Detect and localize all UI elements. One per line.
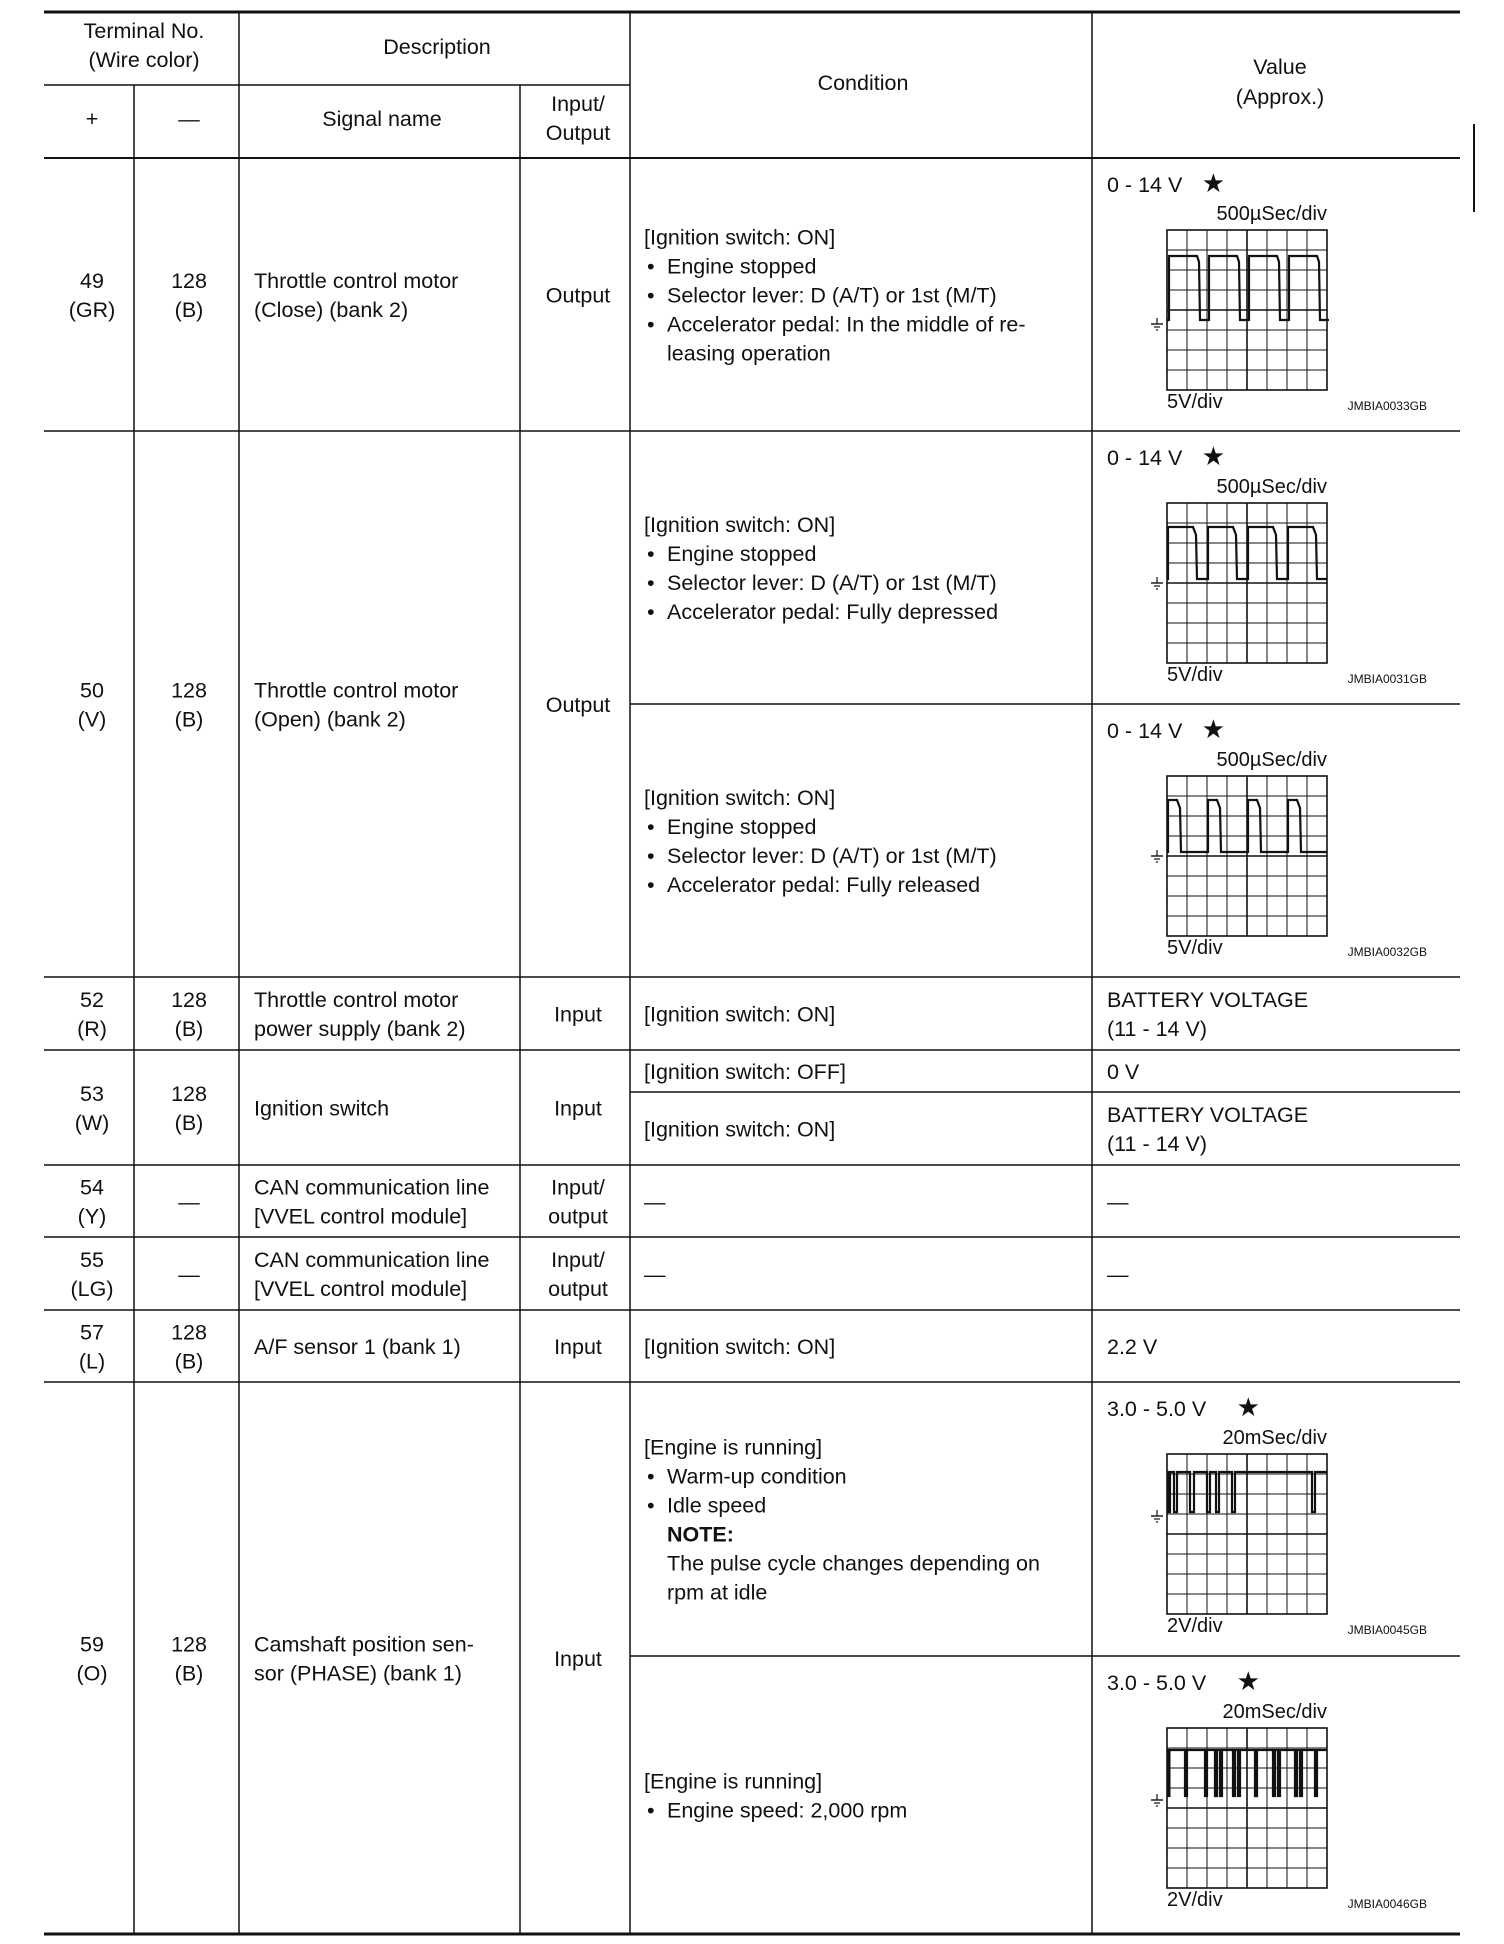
input-output: Input [554, 1096, 602, 1121]
table-row [76, 1633, 601, 1686]
condition-cell [644, 1436, 1040, 1605]
terminal-minus: (B) [174, 707, 204, 732]
header-value: Value [1253, 55, 1307, 79]
condition-line: Accelerator pedal: In the middle of re- [667, 312, 1026, 337]
condition-line: — [644, 1262, 666, 1287]
condition-line: Engine stopped [667, 542, 817, 566]
condition-line: Idle speed [667, 1493, 767, 1518]
condition-cell [644, 1263, 666, 1287]
condition-line: [Engine is running] [644, 1769, 823, 1794]
header-plus: + [85, 107, 99, 131]
signal-name: Throttle control motor [254, 988, 459, 1012]
header-description: Description [383, 35, 491, 59]
terminal-plus: (V) [77, 707, 107, 732]
value-cell [1107, 1263, 1129, 1287]
input-output: Output [545, 283, 611, 308]
value-text: BATTERY VOLTAGE [1107, 1103, 1309, 1127]
value-text: 2.2 V [1107, 1335, 1158, 1359]
signal-name: (Open) (bank 2) [254, 707, 406, 732]
terminal-minus: 128 [171, 988, 207, 1012]
terminal-minus: — [178, 1262, 200, 1287]
condition-line: Engine speed: 2,000 rpm [667, 1798, 908, 1823]
value-cells [1107, 168, 1427, 1911]
value-cell [1107, 168, 1427, 413]
terminal-plus: (LG) [70, 1277, 114, 1301]
input-output: output [548, 1204, 608, 1229]
terminal-minus: 128 [171, 678, 207, 703]
condition-line: [Ignition switch: ON] [644, 1002, 836, 1027]
terminal-plus: 50 [80, 678, 104, 703]
value-cell [1107, 1666, 1427, 1911]
value-voltage: 3.0 - 5.0 V [1107, 1671, 1207, 1695]
value-cell [1107, 1103, 1308, 1156]
scope-volts-div: 5V/div [1167, 664, 1223, 686]
condition-line: Engine stopped [667, 815, 817, 839]
bullet-icon: • [647, 571, 655, 595]
condition-line: [Ignition switch: ON] [644, 225, 836, 250]
bullet-icon: • [647, 254, 655, 279]
scope-waveform [1167, 527, 1327, 579]
table-row [78, 1176, 608, 1229]
condition-line: [Ignition switch: ON] [644, 786, 836, 810]
scope-timebase: 500µSec/div [1216, 749, 1327, 771]
input-output: Input [554, 1335, 602, 1359]
scope-volts-div: 5V/div [1167, 937, 1223, 959]
terminal-minus: (B) [174, 1349, 204, 1374]
bullet-icon: • [647, 1493, 655, 1518]
scope-volts-div: 2V/div [1167, 1889, 1223, 1911]
signal-name: CAN communication line [254, 1175, 490, 1200]
terminal-plus: 54 [80, 1175, 104, 1200]
terminal-minus: (B) [174, 1111, 204, 1135]
table-row [79, 1321, 602, 1374]
terminal-minus: — [178, 1190, 200, 1214]
scope-volts-div: 5V/div [1167, 391, 1223, 413]
star-icon: ★ [1236, 1666, 1260, 1696]
terminal-plus: 59 [80, 1632, 104, 1657]
header-approx: (Approx.) [1235, 85, 1325, 109]
terminal-plus: 57 [80, 1320, 104, 1345]
signal-name: [VVEL control module] [254, 1204, 468, 1229]
condition-cell [644, 1118, 835, 1142]
value-voltage: 3.0 - 5.0 V [1107, 1397, 1207, 1421]
condition-cell [644, 1190, 666, 1214]
condition-line: Selector lever: D (A/T) or 1st (M/T) [667, 844, 997, 868]
bullet-icon: • [647, 312, 655, 337]
signal-name: (Close) (bank 2) [254, 298, 409, 322]
condition-line: [Ignition switch: ON] [644, 1117, 836, 1142]
star-icon: ★ [1201, 441, 1226, 471]
condition-line: The pulse cycle changes depending on [667, 1551, 1040, 1576]
condition-cell [644, 786, 997, 897]
figure-code: JMBIA0046GB [1347, 1897, 1427, 1911]
header-terminal-no: Terminal No. [83, 19, 205, 43]
condition-line: Selector lever: D (A/T) or 1st (M/T) [667, 571, 997, 595]
signal-name: Throttle control motor [254, 678, 459, 703]
input-output: Input [554, 1002, 602, 1027]
signal-name: Camshaft position sen- [254, 1632, 474, 1657]
terminal-plus: (O) [76, 1661, 108, 1686]
value-text: — [1107, 1190, 1129, 1214]
star-icon: ★ [1201, 714, 1226, 744]
condition-cell [644, 1060, 846, 1084]
bullet-icon: • [647, 873, 655, 897]
condition-line: Engine stopped [667, 254, 817, 279]
terminal-plus: 49 [80, 269, 104, 293]
bullet-icon: • [647, 1464, 655, 1489]
signal-name: Ignition switch [254, 1096, 390, 1121]
condition-line: NOTE: [667, 1522, 734, 1547]
terminal-plus: 53 [80, 1082, 104, 1106]
table-row [75, 1082, 602, 1135]
header-input-output: Input/ [551, 92, 605, 116]
input-output: output [548, 1277, 608, 1301]
table-row [69, 269, 611, 322]
scope-grid [1167, 230, 1327, 390]
condition-line: [Ignition switch: OFF] [644, 1060, 846, 1084]
condition-cell [644, 513, 998, 624]
value-voltage: 0 - 14 V [1107, 173, 1183, 197]
header-condition: Condition [817, 71, 909, 95]
figure-code: JMBIA0033GB [1347, 399, 1427, 413]
terminal-plus: (GR) [68, 298, 116, 322]
ground-icon [1151, 1510, 1163, 1522]
value-text: (11 - 14 V) [1107, 1132, 1207, 1156]
condition-line: rpm at idle [667, 1580, 768, 1605]
value-cell [1107, 1335, 1158, 1359]
terminal-minus: 128 [171, 1082, 207, 1106]
scope-timebase: 500µSec/div [1216, 203, 1327, 225]
value-text: BATTERY VOLTAGE [1107, 988, 1309, 1012]
bullet-icon: • [647, 1798, 655, 1823]
table-header [84, 19, 1325, 145]
scope-timebase: 20mSec/div [1222, 1427, 1327, 1449]
terminal-minus: 128 [171, 1632, 207, 1657]
condition-line: leasing operation [667, 341, 831, 366]
signal-name: [VVEL control module] [254, 1277, 468, 1301]
signal-name: power supply (bank 2) [254, 1017, 466, 1041]
input-output: Input [554, 1647, 602, 1671]
signal-name: CAN communication line [254, 1248, 490, 1272]
terminal-minus: (B) [174, 1017, 204, 1041]
signal-name: A/F sensor 1 (bank 1) [254, 1335, 461, 1359]
terminal-plus: (R) [77, 1017, 107, 1041]
value-text: — [1107, 1262, 1129, 1287]
value-voltage: 0 - 14 V [1107, 719, 1183, 743]
ground-icon [1151, 850, 1163, 862]
scope-timebase: 500µSec/div [1216, 476, 1327, 498]
value-cell [1107, 988, 1308, 1041]
condition-line: [Engine is running] [644, 1435, 823, 1460]
input-output: Output [545, 693, 611, 717]
value-text: (11 - 14 V) [1107, 1017, 1207, 1041]
header-wire-color: (Wire color) [88, 48, 200, 72]
value-cell [1107, 1392, 1427, 1637]
scope-volts-div: 2V/div [1167, 1615, 1223, 1637]
figure-code: JMBIA0032GB [1347, 945, 1427, 959]
terminal-plus: (W) [74, 1111, 110, 1135]
ground-icon [1151, 577, 1163, 589]
ground-icon [1151, 318, 1163, 330]
terminal-minus: (B) [174, 1661, 204, 1686]
signal-name: Throttle control motor [254, 269, 459, 293]
condition-line: [Ignition switch: ON] [644, 1335, 836, 1359]
condition-line: Warm-up condition [667, 1464, 847, 1489]
star-icon: ★ [1201, 168, 1226, 198]
input-output: Input/ [551, 1248, 605, 1272]
condition-cell [644, 1003, 835, 1027]
condition-line: Accelerator pedal: Fully released [667, 873, 981, 897]
terminal-minus: (B) [174, 298, 204, 322]
table-row [71, 1248, 608, 1301]
header-minus: — [178, 107, 200, 131]
value-cell [1107, 441, 1427, 686]
condition-cell [644, 1770, 907, 1823]
condition-cells [644, 226, 1040, 1823]
value-cell [1107, 714, 1427, 959]
bullet-icon: • [647, 600, 655, 624]
value-text: 0 V [1107, 1060, 1140, 1084]
table-row [77, 988, 602, 1041]
condition-line: Accelerator pedal: Fully depressed [667, 600, 999, 624]
header-output: Output [545, 121, 611, 145]
terminal-minus: 128 [171, 269, 207, 293]
value-cell [1107, 1190, 1129, 1214]
condition-line: [Ignition switch: ON] [644, 513, 836, 537]
table-row [78, 679, 611, 732]
bullet-icon: • [647, 542, 655, 566]
value-voltage: 0 - 14 V [1107, 446, 1183, 470]
input-output: Input/ [551, 1175, 605, 1200]
scope-timebase: 20mSec/div [1222, 1701, 1327, 1723]
bullet-icon: • [647, 283, 655, 308]
signal-name: sor (PHASE) (bank 1) [254, 1661, 462, 1686]
terminal-minus: 128 [171, 1320, 207, 1345]
bullet-icon: • [647, 844, 655, 868]
terminal-plus: 52 [80, 988, 104, 1012]
condition-line: Selector lever: D (A/T) or 1st (M/T) [667, 283, 997, 308]
terminal-plus: (Y) [77, 1204, 107, 1229]
scope-waveform [1167, 800, 1327, 852]
bullet-icon: • [647, 815, 655, 839]
condition-cell [644, 226, 1026, 366]
figure-code: JMBIA0045GB [1347, 1623, 1427, 1637]
terminal-plus: (L) [78, 1349, 106, 1374]
value-cell [1107, 1060, 1140, 1084]
figure-code: JMBIA0031GB [1347, 672, 1427, 686]
terminal-plus: 55 [80, 1248, 104, 1272]
condition-cell [644, 1335, 835, 1359]
ground-icon [1151, 1794, 1163, 1806]
star-icon: ★ [1236, 1392, 1260, 1422]
header-signal-name: Signal name [322, 107, 442, 131]
condition-line: — [644, 1190, 666, 1214]
